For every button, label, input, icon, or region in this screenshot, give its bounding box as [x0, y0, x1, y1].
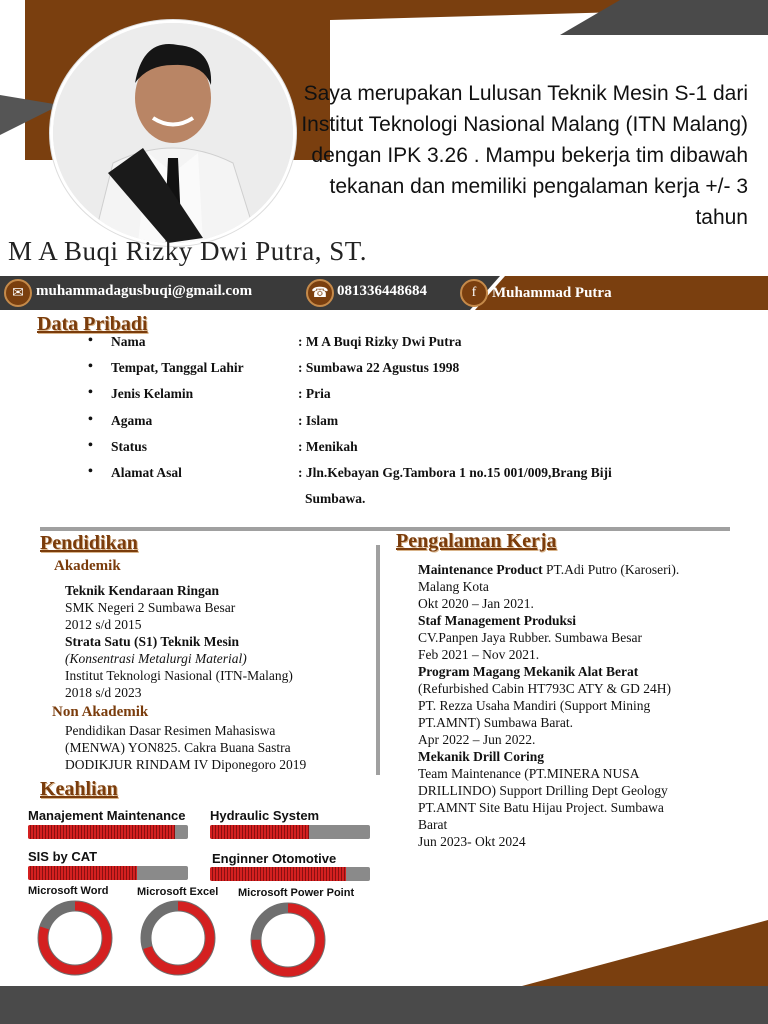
edu1-school: SMK Negeri 2 Sumbawa Besar — [65, 600, 236, 615]
job4-line: Team Maintenance (PT.MINERA NUSA — [418, 766, 640, 781]
facebook-text[interactable]: Muhammad Putra — [492, 285, 612, 301]
field-value: : Pria — [298, 386, 331, 401]
field-label: Jenis Kelamin — [111, 386, 194, 401]
skill-bar — [210, 825, 370, 839]
job3-period: Apr 2022 – Jun 2022. — [418, 732, 536, 747]
field-value: : Jln.Kebayan Gg.Tambora 1 no.15 001/009,Brang Biji — [298, 465, 612, 480]
job4-line: DRILLINDO) Support Drilling Dept Geology — [418, 783, 668, 798]
job3-line: PT. Rezza Usaha Mandiri (Support Mining — [418, 698, 651, 713]
job2-title: Staf Management Produksi — [418, 613, 577, 628]
pendidikan-title: Pendidikan — [40, 532, 138, 554]
edu2-degree: Strata Satu (S1) Teknik Mesin — [65, 634, 240, 649]
bullet-icon: • — [88, 359, 93, 374]
field-value: : M A Buqi Rizky Dwi Putra — [298, 334, 462, 349]
job4-line: PT.AMNT Site Batu Hijau Project. Sumbawa — [418, 800, 664, 815]
section-divider — [40, 527, 730, 531]
profile-summary: Saya merupakan Lulusan Teknik Mesin S-1 dari Institut Teknologi Nasional Malang (ITN Malang) dengan IPK 3.26 . Mampu bekerja tim dibawah tekanan dan memiliki pengalaman kerja +/- 3 tahun — [301, 82, 748, 229]
job2-company: CV.Panpen Jaya Rubber. Sumbawa Besar — [418, 630, 642, 645]
phone-icon: ☎ — [306, 279, 334, 307]
field-label: Tempat, Tanggal Lahir — [111, 360, 244, 375]
job3-line: PT.AMNT) Sumbawa Barat. — [418, 715, 573, 730]
skill-label: Manajement Maintenance — [28, 808, 186, 823]
bullet-icon: • — [88, 464, 93, 479]
software-label: Microsoft Excel — [137, 886, 219, 898]
footer-decoration — [0, 900, 768, 1024]
field-label: Status — [111, 439, 148, 454]
akademik-title: Akademik — [54, 558, 121, 574]
phone-text[interactable]: 081336448684 — [337, 283, 427, 299]
edu2-school: Institut Teknologi Nasional (ITN-Malang) — [65, 668, 293, 683]
job1-company: PT.Adi Putro (Karoseri). — [542, 562, 680, 577]
experience-list — [418, 561, 748, 850]
non-akademik-line: (MENWA) YON825. Cakra Buana Sastra — [65, 740, 291, 755]
edu2-concentration: (Konsentrasi Metalurgi Material) — [65, 651, 247, 666]
job4-line: Barat — [418, 817, 448, 832]
non-akademik-title: Non Akademik — [52, 704, 149, 720]
pengalaman-title: Pengalaman Kerja — [396, 530, 557, 552]
field-label: Agama — [111, 413, 153, 428]
skill-bar — [28, 866, 188, 880]
field-value: : Menikah — [298, 439, 358, 454]
field-label: Nama — [111, 334, 146, 349]
column-divider — [376, 545, 380, 775]
full-name: M A Buqi Rizky Dwi Putra, ST. — [8, 236, 368, 266]
edu2-years: 2018 s/d 2023 — [65, 685, 142, 700]
non-akademik-list — [65, 722, 306, 773]
bullet-icon: • — [88, 333, 93, 348]
bullet-icon: • — [88, 412, 93, 427]
bullet-icon: • — [88, 385, 93, 400]
skill-label: Enginner Otomotive — [212, 851, 337, 866]
bullet-icon: • — [88, 438, 93, 453]
email-icon: ✉ — [4, 279, 32, 307]
address-continuation: Sumbawa. — [305, 491, 366, 506]
keahlian-title: Keahlian — [40, 778, 118, 800]
job1-title: Maintenance Product — [418, 562, 543, 577]
skill-bar — [28, 825, 188, 839]
skill-label: SIS by CAT — [28, 849, 98, 864]
edu1-years: 2012 s/d 2015 — [65, 617, 142, 632]
edu1-degree: Teknik Kendaraan Ringan — [65, 583, 220, 598]
non-akademik-line: DODIKJUR RINDAM IV Diponegoro 2019 — [65, 757, 307, 772]
job4-period: Jun 2023- Okt 2024 — [418, 834, 526, 849]
field-label: Alamat Asal — [111, 465, 182, 480]
job1-location: Malang Kota — [418, 579, 489, 594]
skill-label: Hydraulic System — [210, 808, 320, 823]
education-list — [65, 582, 293, 701]
job1-period: Okt 2020 – Jan 2021. — [418, 596, 534, 611]
data-pribadi-title: Data Pribadi — [37, 313, 148, 335]
job4-title: Mekanik Drill Coring — [418, 749, 545, 764]
non-akademik-line: Pendidikan Dasar Resimen Mahasiswa — [65, 723, 276, 738]
job3-line: (Refurbished Cabin HT793C ATY & GD 24H) — [418, 681, 671, 696]
facebook-icon: f — [460, 279, 488, 307]
job3-title: Program Magang Mekanik Alat Berat — [418, 664, 639, 679]
field-value: : Sumbawa 22 Agustus 1998 — [298, 360, 460, 375]
job2-period: Feb 2021 – Nov 2021. — [418, 647, 540, 662]
software-label: Microsoft Word — [28, 885, 109, 897]
software-label: Microsoft Power Point — [238, 887, 355, 899]
profile-photo — [50, 20, 296, 246]
skill-bar — [210, 867, 370, 881]
email-text[interactable]: muhammadagusbuqi@gmail.com — [36, 283, 253, 299]
field-value: : Islam — [298, 413, 339, 428]
